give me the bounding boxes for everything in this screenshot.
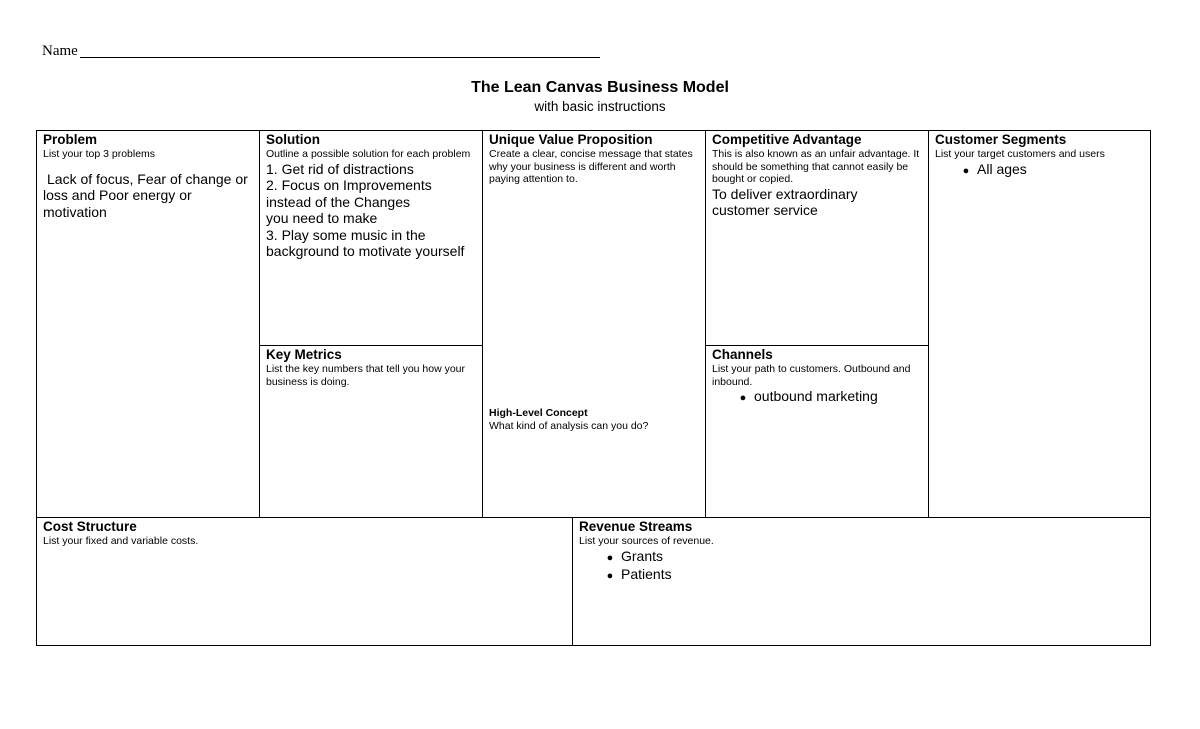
uvp-description: Create a clear, concise message that states why your business is different and worth paying attention to. <box>489 148 693 185</box>
list-item <box>732 388 922 407</box>
channels-heading: Channels <box>712 347 773 362</box>
name-label: Name <box>42 43 78 59</box>
solution-line: background to motivate yourself <box>266 243 465 259</box>
bullet-icon: ● <box>739 392 747 404</box>
solution-heading: Solution <box>266 132 320 147</box>
revenue-streams-heading: Revenue Streams <box>579 519 693 534</box>
bullet-icon: ● <box>962 164 970 177</box>
solution-description: Outline a possible solution for each problem <box>266 148 471 160</box>
competitive-advantage-box <box>705 130 929 346</box>
page-title: The Lean Canvas Business Model <box>471 79 729 96</box>
high-level-concept-description: What kind of analysis can you do? <box>489 419 649 432</box>
problem-answer: Lack of focus, Fear of change or loss and Poor energy or motivation <box>43 170 248 220</box>
competitive-advantage-answer: To deliver extraordinary customer service <box>712 185 858 218</box>
solution-line: 3. Play some music in the <box>266 226 426 243</box>
problem-description: List your top 3 problems <box>43 148 156 160</box>
list-item <box>955 161 1144 180</box>
channels-box <box>705 345 929 518</box>
competitive-advantage-description: This is also known as an unfair advantage. It should be something that cannot easily be bought or copied. <box>712 148 920 185</box>
cost-structure-description: List your fixed and variable costs. <box>43 535 199 547</box>
cost-structure-box <box>36 517 573 646</box>
revenue-item: Grants <box>621 547 664 564</box>
channel-item: outbound marketing <box>754 388 878 404</box>
customer-segments-box <box>928 130 1151 518</box>
problem-box <box>36 130 260 518</box>
bullet-icon: ● <box>606 570 614 582</box>
bullet-icon: ● <box>606 551 614 564</box>
solution-line: instead of the Changes <box>266 193 410 210</box>
customer-segment-item: All ages <box>977 160 1027 177</box>
key-metrics-heading: Key Metrics <box>266 347 342 362</box>
solution-line: 2. Focus on Improvements <box>266 177 432 193</box>
revenue-streams-description: List your sources of revenue. <box>579 535 714 547</box>
key-metrics-description: List the key numbers that tell you how your business is doing. <box>266 363 466 388</box>
uvp-box <box>482 130 706 518</box>
problem-heading: Problem <box>43 132 98 147</box>
solution-line: 1. Get rid of distractions <box>266 160 414 177</box>
uvp-heading: Unique Value Proposition <box>489 132 653 147</box>
solution-line: you need to make <box>266 210 378 226</box>
customer-segments-description: List your target customers and users <box>935 148 1105 160</box>
key-metrics-box <box>259 345 483 518</box>
revenue-streams-box <box>572 517 1151 646</box>
high-level-concept-heading: High-Level Concept <box>489 407 588 419</box>
customer-segments-heading: Customer Segments <box>935 132 1067 147</box>
list-item <box>599 566 1144 585</box>
revenue-item: Patients <box>621 566 672 582</box>
name-field-line[interactable] <box>80 57 600 58</box>
channels-description: List your path to customers. Outbound and inbound. <box>712 363 911 388</box>
cost-structure-heading: Cost Structure <box>43 519 137 534</box>
competitive-advantage-heading: Competitive Advantage <box>712 132 862 147</box>
list-item <box>599 548 1144 567</box>
solution-box <box>259 130 483 346</box>
page-subtitle: with basic instructions <box>534 99 666 114</box>
